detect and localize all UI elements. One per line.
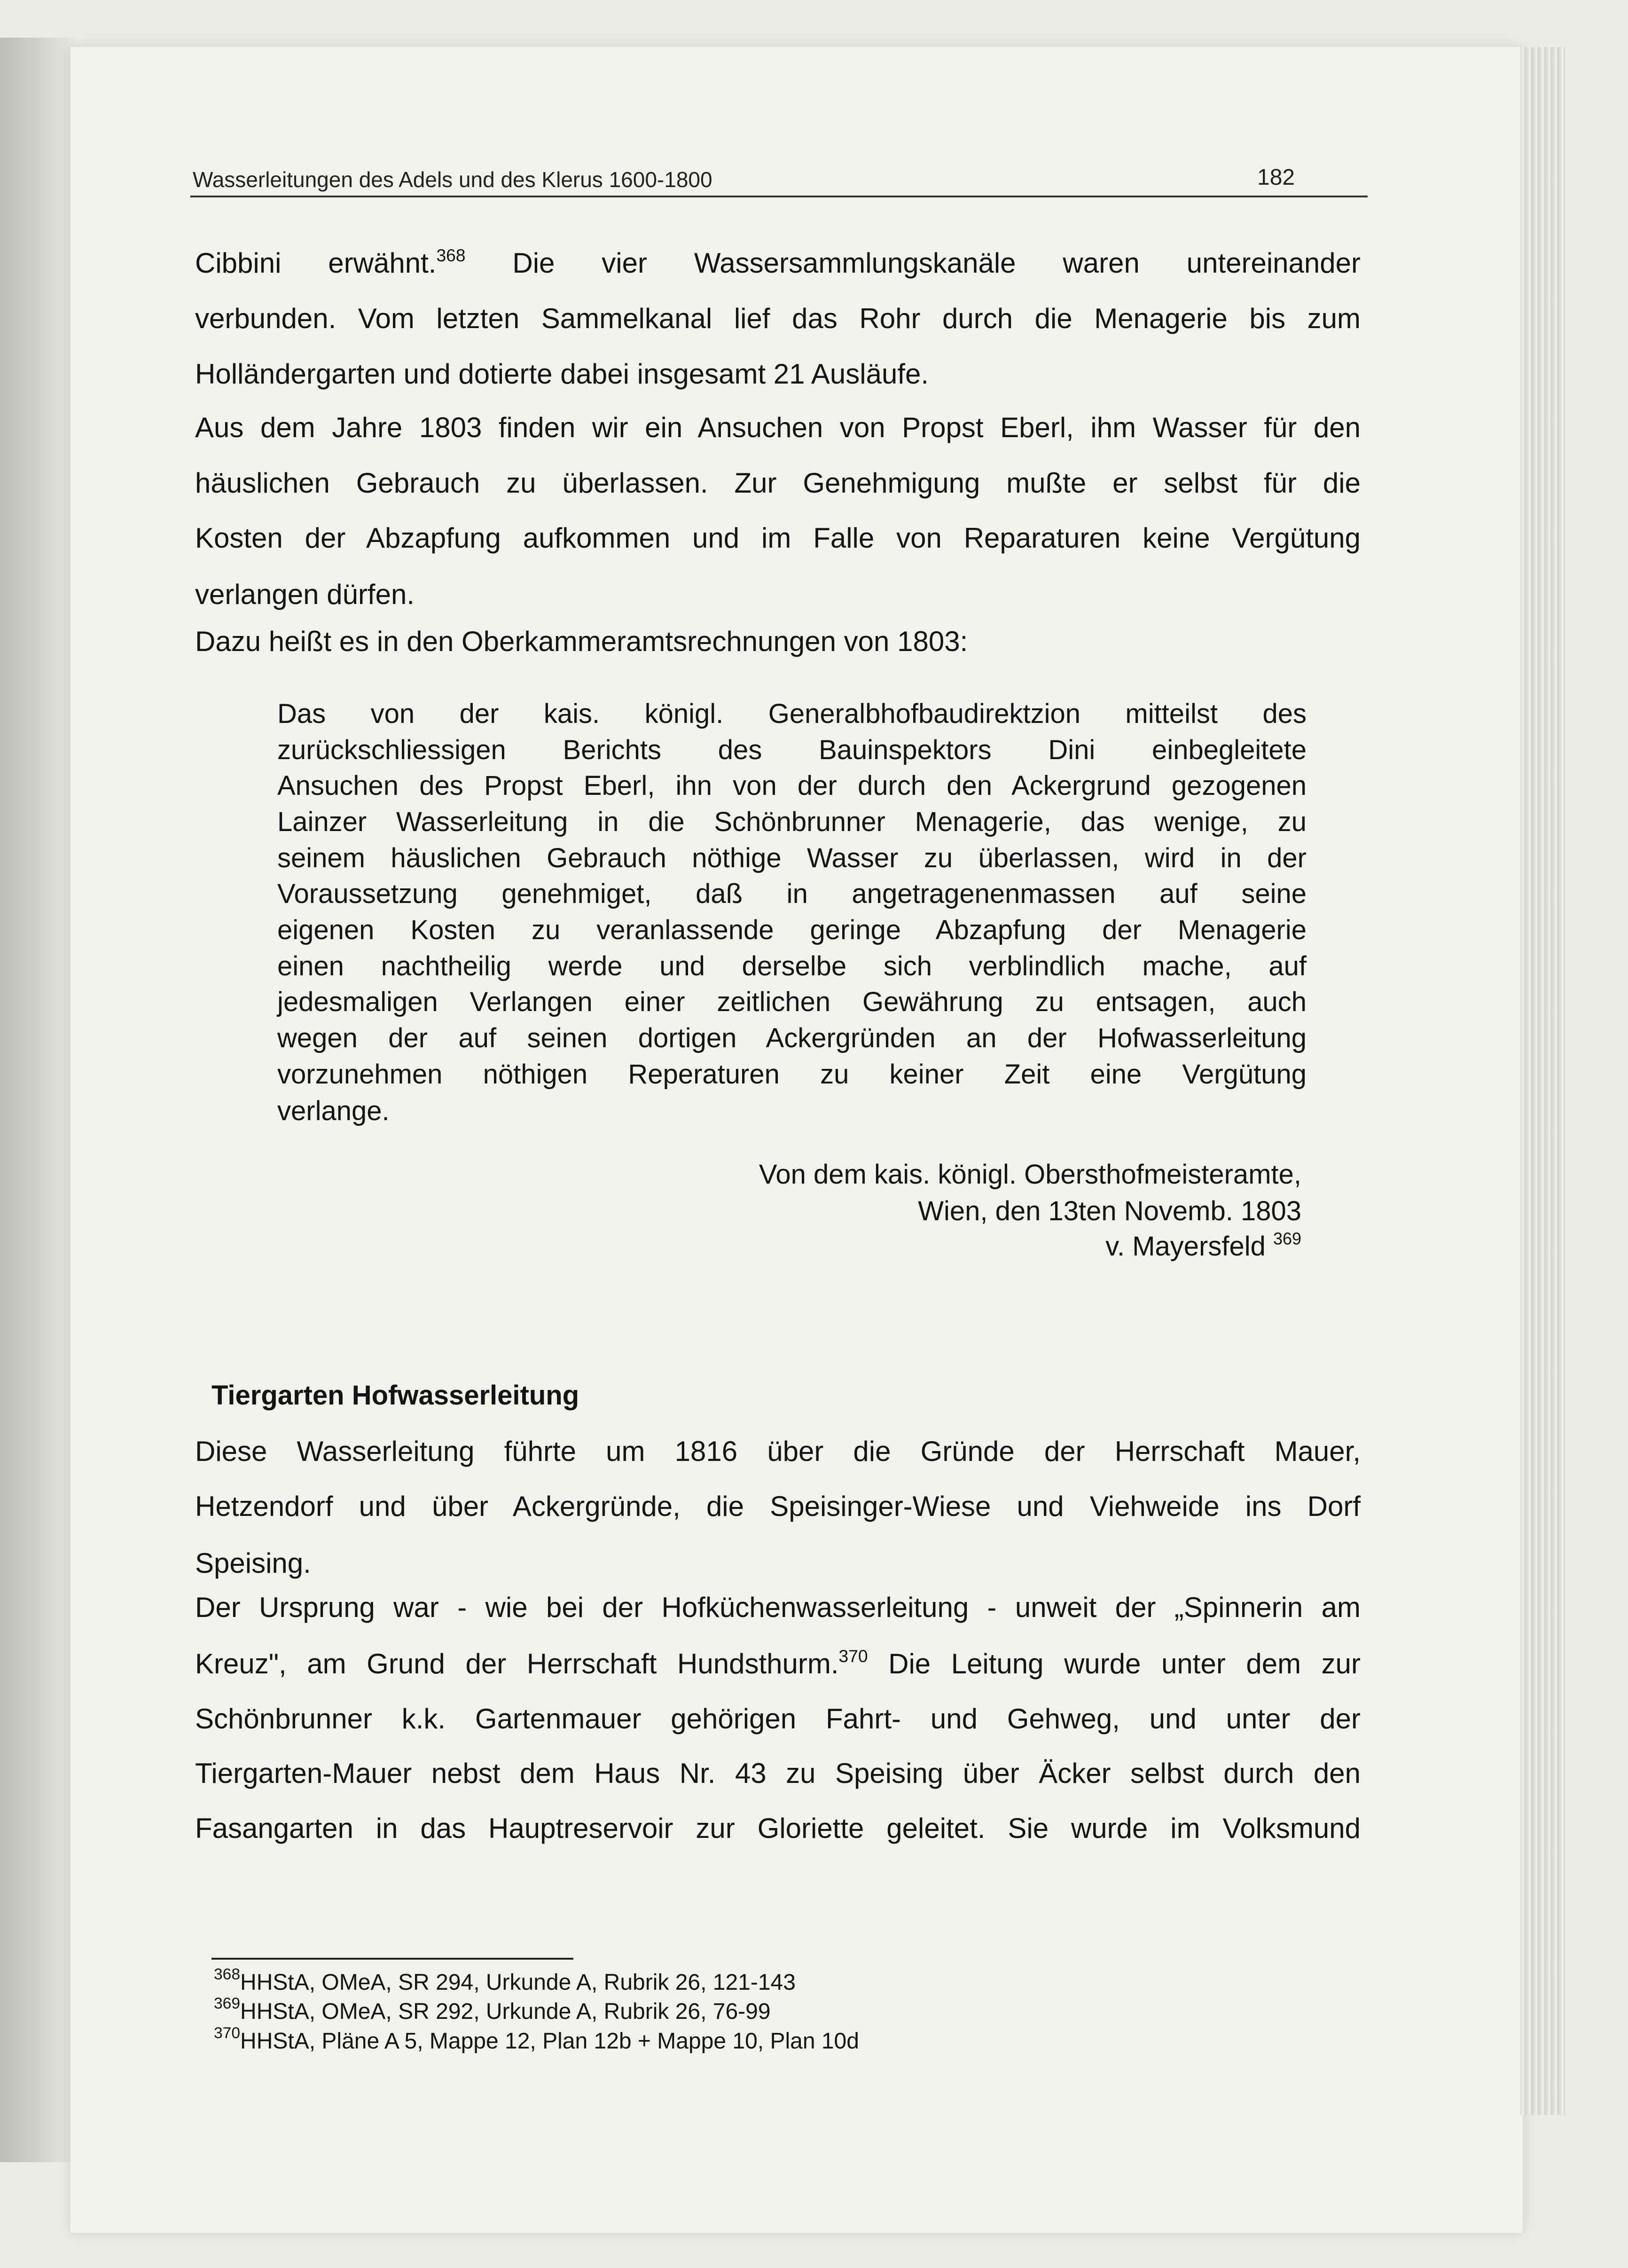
- section-heading: Tiergarten Hofwasserleitung: [211, 1380, 579, 1411]
- header-rule: [190, 196, 1368, 197]
- footnote: $^{370}$HHStA, Pläne A 5, Mappe 12, Plan 12b + Mappe 10, Plan 10d: [214, 2025, 859, 2054]
- body-line: verlangen dürfen.: [195, 579, 415, 610]
- body-line: Tiergarten-Mauer nebst dem Haus Nr. 43 zu Speising über Äcker selbst durch den: [195, 1758, 1361, 1789]
- body-line: Schönbrunner k.k. Gartenmauer gehörigen Fahrt- und Gehweg, und unter der: [195, 1703, 1361, 1734]
- quote-line: Voraussetzung genehmiget, daß in angetragenenmassen auf seine: [277, 879, 1307, 909]
- quote-line: Lainzer Wasserleitung in die Schönbrunner Menagerie, das wenige, zu: [277, 807, 1307, 837]
- footnote-ref: 368: [436, 245, 466, 265]
- page-stack-edge: [1520, 47, 1565, 2115]
- body-line: Speising.: [195, 1547, 311, 1579]
- body-line: Fasangarten in das Hauptreservoir zur Gloriette geleitet. Sie wurde im Volksmund: [195, 1813, 1361, 1844]
- body-line: Aus dem Jahre 1803 finden wir ein Ansuchen von Propst Eberl, ihm Wasser für den: [195, 412, 1361, 443]
- quote-line: einen nachtheilig werde und derselbe sich verblindlich mache, auf: [277, 951, 1307, 981]
- footnote-ref: 369: [1273, 1229, 1301, 1248]
- signature-line: v. Mayersfeld $^{369}$: [1105, 1229, 1301, 1262]
- body-line: Diese Wasserleitung führte um 1816 über die Gründe der Herrschaft Mauer,: [195, 1436, 1361, 1467]
- quote-line: wegen der auf seinen dortigen Ackergründen an der Hofwasserleitung: [277, 1023, 1307, 1053]
- footnote: $^{369}$HHStA, OMeA, SR 292, Urkunde A, Rubrik 26, 76-99: [214, 1995, 771, 2024]
- quote-line: eigenen Kosten zu veranlassende geringe Abzapfung der Menagerie: [277, 915, 1307, 945]
- page-number: 182: [1257, 165, 1295, 190]
- quote-line: Das von der kais. königl. Generalbhofbaudirektzion mitteilst des: [277, 698, 1307, 729]
- body-line: Cibbini erwähnt.$^{368}$ Die vier Wassersammlungskanäle waren untereinander: [195, 245, 1361, 279]
- quote-line: zurückschliessigen Berichts des Bauinspektors Dini einbegleitete: [277, 735, 1307, 765]
- signature-line: Wien, den 13ten Novemb. 1803: [918, 1196, 1301, 1226]
- body-line: Kreuz", am Grund der Herrschaft Hundsthurm.$^{370}$ Die Leitung wurde unter dem zur: [195, 1646, 1361, 1679]
- body-line: Hetzendorf und über Ackergründe, die Speisinger-Wiese und Viehweide ins Dorf: [195, 1491, 1361, 1522]
- footnote: $^{368}$HHStA, OMeA, SR 294, Urkunde A, Rubrik 26, 121-143: [214, 1966, 796, 1995]
- quote-line: verlange.: [277, 1096, 390, 1126]
- running-title: Wasserleitungen des Adels und des Klerus 1600-1800: [193, 167, 712, 192]
- quote-line: vorzunehmen nöthigen Reperaturen zu keiner Zeit eine Vergütung: [277, 1059, 1307, 1090]
- body-line: Dazu heißt es in den Oberkammeramtsrechnungen von 1803:: [195, 626, 968, 657]
- quote-line: Ansuchen des Propst Eberl, ihn von der durch den Ackergrund gezogenen: [277, 770, 1307, 801]
- body-line: Der Ursprung war - wie bei der Hofküchenwasserleitung - unweit der „Spinnerin am: [195, 1592, 1361, 1623]
- signature-line: Von dem kais. königl. Obersthofmeisteramte,: [759, 1159, 1301, 1190]
- body-line: häuslichen Gebrauch zu überlassen. Zur Genehmigung mußte er selbst für die: [195, 467, 1361, 499]
- quote-line: jedesmaligen Verlangen einer zeitlichen Gewährung zu entsagen, auch: [277, 987, 1307, 1017]
- facing-page-edge: [0, 38, 75, 2162]
- body-line: Kosten der Abzapfung aufkommen und im Falle von Reparaturen keine Vergütung: [195, 522, 1361, 554]
- footnote-rule: [211, 1958, 573, 1960]
- body-line: verbunden. Vom letzten Sammelkanal lief das Rohr durch die Menagerie bis zum: [195, 303, 1361, 334]
- footnote-ref: 370: [838, 1646, 868, 1666]
- body-line: Holländergarten und dotierte dabei insgesamt 21 Ausläufe.: [195, 358, 929, 390]
- quote-line: seinem häuslichen Gebrauch nöthige Wasser zu überlassen, wird in der: [277, 843, 1307, 873]
